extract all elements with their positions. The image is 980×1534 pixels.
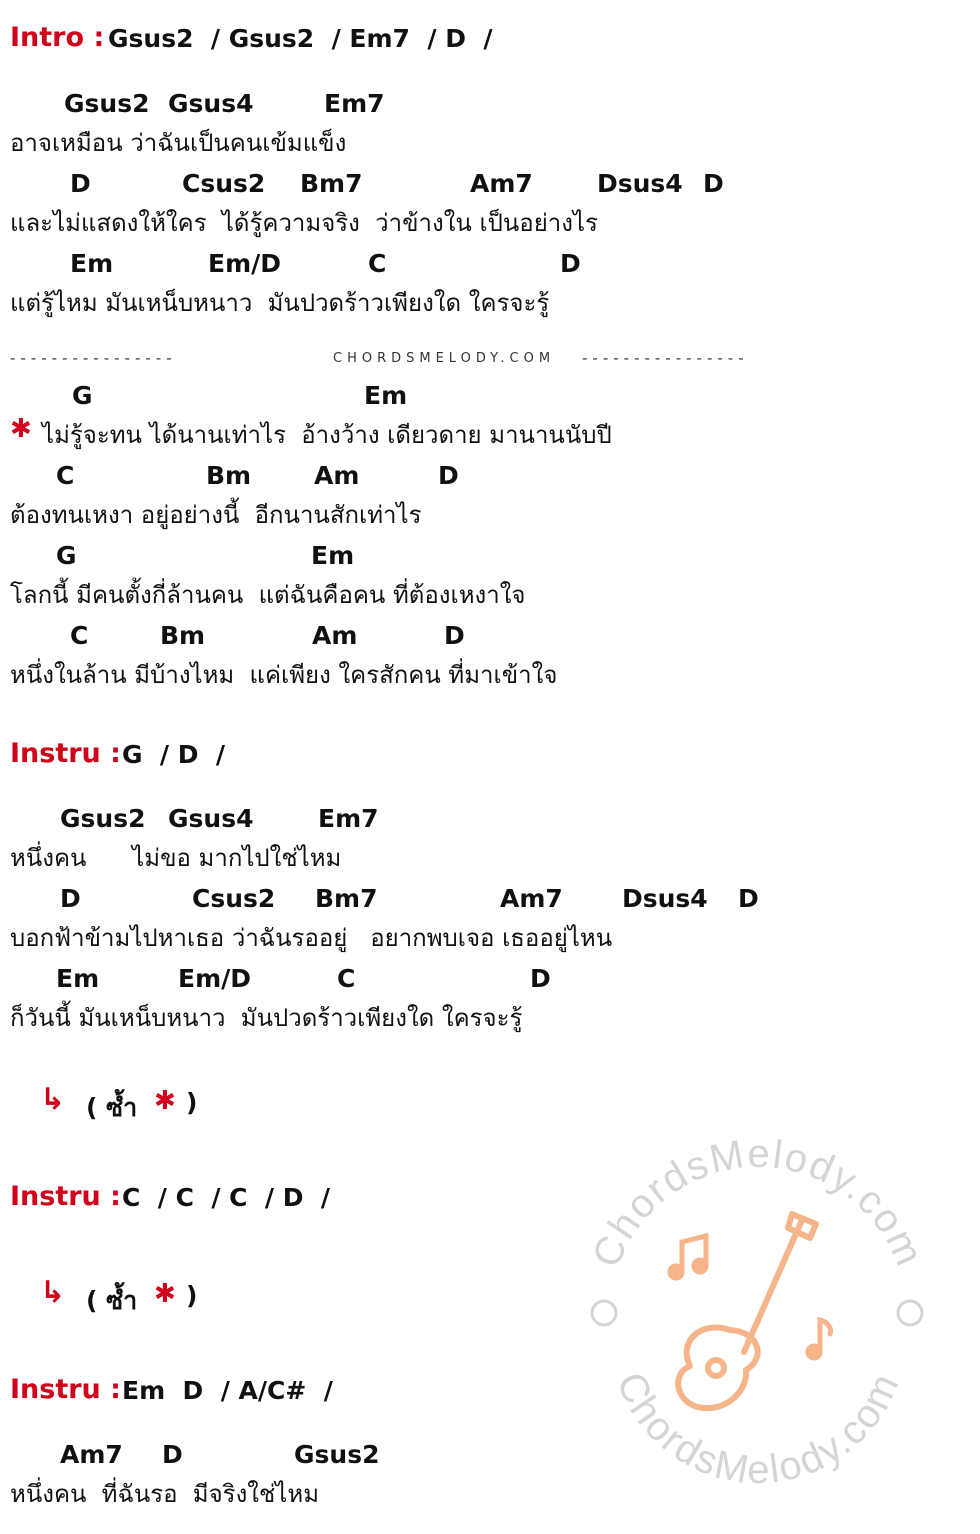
- chord: Gsus4: [168, 89, 254, 118]
- chord: Csus2: [192, 884, 276, 913]
- chord: Em: [70, 249, 114, 278]
- chord: Csus2: [182, 169, 266, 198]
- repeat-arrow-icon: ↳: [40, 1275, 66, 1310]
- chord: Em: [311, 541, 355, 570]
- lyric-line: หนึ่งในล้าน มีบ้างไหม แค่เพียง ใครสักคน ที่มาเข้าใจ: [10, 661, 558, 689]
- intro-chord-sequence: Gsus2 / Gsus2 / Em7 / D /: [108, 24, 493, 53]
- lyric-line: บอกฟ้าข้ามไปหาเธอ ว่าฉันรออยู่ อยากพบเจอ เธออยู่ไหน: [10, 924, 613, 952]
- lyric-line: ต้องทนเหงา อยู่อย่างนี้ อีกนานสักเท่าไร: [10, 501, 422, 529]
- repeat-label: ( ซ้ำ: [86, 1286, 138, 1315]
- chord: D: [60, 884, 81, 913]
- chord: G: [72, 381, 93, 410]
- watermark-dot-icon: [898, 1301, 922, 1325]
- instru-chord-sequence: Em D / A/C# /: [122, 1376, 333, 1405]
- intro-label: Intro :: [10, 22, 105, 53]
- chord: Bm: [206, 461, 252, 490]
- instru-label: Instru :: [10, 1181, 121, 1212]
- chord: Em7: [324, 89, 385, 118]
- lyric-line: แต่รู้ไหม มันเหน็บหนาว มันปวดร้าวเพียงใด ใครจะรู้: [10, 289, 550, 317]
- chord: Bm: [160, 621, 206, 650]
- separator-dashes-right: ----------------: [582, 349, 749, 367]
- chord: Em: [56, 964, 100, 993]
- watermark-logo: [570, 1120, 940, 1500]
- watermark-dot-icon: [592, 1301, 616, 1325]
- watermark-text-bottom: ChordsMelody.com: [607, 1365, 909, 1493]
- chord: C: [337, 964, 356, 993]
- chord: Bm7: [315, 884, 378, 913]
- chord: C: [368, 249, 387, 278]
- chord: Em: [364, 381, 408, 410]
- lyric-line: ไม่รู้จะทน ได้นานเท่าไร อ้างว้าง เดียวดาย มานานนับปี: [42, 421, 612, 449]
- watermark-text-top: ChordsMelody.com: [584, 1131, 932, 1274]
- lyric-line: โลกนี้ มีคนตั้งกี่ล้านคน แต่ฉันคือคน ที่ต้องเหงาใจ: [10, 581, 526, 609]
- lyric-line: และไม่แสดงให้ใคร ได้รู้ความจริง ว่าข้างใน เป็นอย่างไร: [10, 209, 598, 237]
- chord: Em/D: [208, 249, 282, 278]
- separator-site-name: CHORDSMELODY.COM: [333, 351, 556, 366]
- chord: D: [530, 964, 551, 993]
- chord: Gsus2: [294, 1440, 380, 1469]
- chord: G: [56, 541, 77, 570]
- chord: D: [703, 169, 724, 198]
- instru-chord-sequence: C / C / C / D /: [122, 1183, 331, 1212]
- chord: Em/D: [178, 964, 252, 993]
- lyric-line: อาจเหมือน ว่าฉันเป็นคนเข้มแข็ง: [10, 129, 347, 157]
- repeat-close: ): [186, 1281, 198, 1310]
- repeat-arrow-icon: ↳: [40, 1082, 66, 1117]
- chord: D: [444, 621, 465, 650]
- chord: D: [70, 169, 91, 198]
- chord: Am7: [470, 169, 533, 198]
- chorus-marker-icon: ✱: [10, 414, 32, 444]
- chord: Am: [314, 461, 360, 490]
- lyric-line: หนึ่งคน ที่ฉันรอ มีจริงใช่ไหม: [10, 1480, 320, 1508]
- chord: D: [560, 249, 581, 278]
- chord: C: [70, 621, 89, 650]
- chord: C: [56, 461, 75, 490]
- chord: Gsus4: [168, 804, 254, 833]
- chord: Gsus2: [64, 89, 150, 118]
- chord: D: [738, 884, 759, 913]
- instru-label: Instru :: [10, 738, 121, 769]
- chord: Bm7: [300, 169, 363, 198]
- repeat-close: ): [186, 1088, 198, 1117]
- instru-chord-sequence: G / D /: [122, 740, 226, 769]
- chord: D: [162, 1440, 183, 1469]
- repeat-marker-icon: ✱: [154, 1086, 176, 1116]
- chord: Dsus4: [622, 884, 708, 913]
- lyric-line: หนึ่งคน ไม่ขอ มากไปใช่ไหม: [10, 844, 342, 872]
- chord: D: [438, 461, 459, 490]
- repeat-marker-icon: ✱: [154, 1279, 176, 1309]
- lyric-line: ก็วันนี้ มันเหน็บหนาว มันปวดร้าวเพียงใด ใครจะรู้: [10, 1004, 523, 1032]
- repeat-label: ( ซ้ำ: [86, 1093, 138, 1122]
- chord: Dsus4: [597, 169, 683, 198]
- chord: Em7: [318, 804, 379, 833]
- chord: Am7: [500, 884, 563, 913]
- instru-label: Instru :: [10, 1374, 121, 1405]
- guitar-icon: [678, 1214, 816, 1408]
- chord: Am7: [60, 1440, 123, 1469]
- chord: Gsus2: [60, 804, 146, 833]
- separator-dashes-left: ----------------: [10, 349, 177, 367]
- chord: Am: [312, 621, 358, 650]
